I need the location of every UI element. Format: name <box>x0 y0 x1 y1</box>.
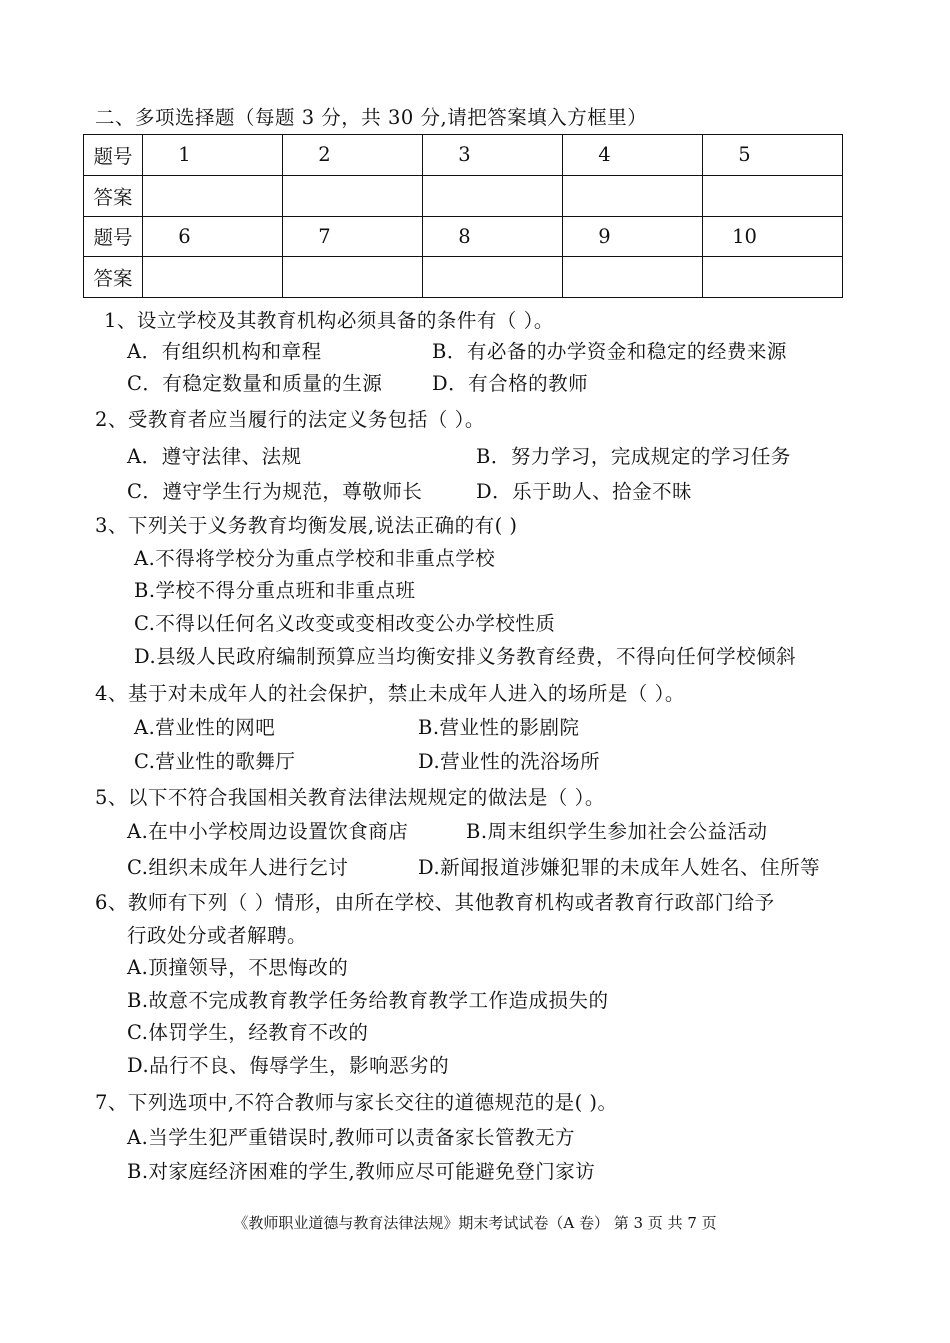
answer-cell[interactable] <box>563 257 703 298</box>
question-number: 1 <box>143 135 283 176</box>
option-a: A.顶撞领导，不思悔改的 <box>127 956 349 979</box>
section-title: 二、多项选择题（每题 3 分，共 30 分,请把答案填入方框里） <box>95 106 648 129</box>
answer-cell[interactable] <box>143 257 283 298</box>
option-c: C．有稳定数量和质量的生源 <box>127 372 383 395</box>
option-c: C．遵守学生行为规范，尊敬师长 <box>127 480 423 503</box>
question-number: 10 <box>703 216 843 257</box>
option-b: B．努力学习，完成规定的学习任务 <box>476 445 791 468</box>
row-label: 题号 <box>84 216 143 257</box>
option-c: C.不得以任何名义改变或变相改变公办学校性质 <box>134 612 556 635</box>
question-stem: 1、设立学校及其教育机构必须具备的条件有（ ）。 <box>104 309 554 332</box>
table-row <box>84 175 843 216</box>
option-a: A.营业性的网吧 <box>134 716 276 739</box>
option-b: B.学校不得分重点班和非重点班 <box>134 579 416 602</box>
option-a: A.当学生犯严重错误时,教师可以责备家长管教无方 <box>127 1126 575 1149</box>
question-stem: 3、下列关于义务教育均衡发展,说法正确的有( ) <box>95 514 518 537</box>
question-number: 6 <box>143 216 283 257</box>
answer-cell[interactable] <box>703 257 843 298</box>
option-c: C.营业性的歌舞厅 <box>134 750 296 773</box>
question-number: 7 <box>283 216 423 257</box>
question-number: 4 <box>563 135 703 176</box>
option-c: C.体罚学生，经教育不改的 <box>127 1021 369 1044</box>
answer-cell[interactable] <box>283 257 423 298</box>
option-a: A.不得将学校分为重点学校和非重点学校 <box>134 547 496 570</box>
option-b: B.营业性的影剧院 <box>418 716 580 739</box>
option-d: D．有合格的教师 <box>432 372 589 395</box>
question-stem: 5、以下不符合我国相关教育法律法规规定的做法是（ ）。 <box>95 786 605 809</box>
page-footer: 《教师职业道德与教育法律法规》期末考试试卷（A 卷） 第 3 页 共 7 页 <box>233 1214 717 1232</box>
question-stem-continued: 行政处分或者解聘。 <box>127 924 308 947</box>
question-number: 9 <box>563 216 703 257</box>
option-d: D.新闻报道涉嫌犯罪的未成年人姓名、住所等 <box>418 856 821 879</box>
answer-cell[interactable] <box>563 175 703 216</box>
option-d: D.县级人民政府编制预算应当均衡安排义务教育经费，不得向任何学校倾斜 <box>134 645 797 668</box>
row-label: 答案 <box>84 175 143 216</box>
option-b: B.对家庭经济困难的学生,教师应尽可能避免登门家访 <box>127 1160 596 1183</box>
answer-cell[interactable] <box>703 175 843 216</box>
table-row <box>84 135 843 176</box>
option-d: D.品行不良、侮辱学生，影响恶劣的 <box>127 1054 450 1077</box>
option-d: D.营业性的洗浴场所 <box>418 750 601 773</box>
question-stem: 6、教师有下列（ ）情形，由所在学校、其他教育机构或者教育行政部门给予 <box>95 891 775 914</box>
option-c: C.组织未成年人进行乞讨 <box>127 856 349 879</box>
option-b: B.故意不完成教育教学任务给教育教学工作造成损失的 <box>127 989 609 1012</box>
answer-cell[interactable] <box>143 175 283 216</box>
question-number: 8 <box>423 216 563 257</box>
row-label: 答案 <box>84 257 143 298</box>
answer-cell[interactable] <box>283 175 423 216</box>
question-stem: 2、受教育者应当履行的法定义务包括（ ）。 <box>95 408 485 431</box>
answer-cell[interactable] <box>423 257 563 298</box>
option-b: B.周末组织学生参加社会公益活动 <box>466 820 768 843</box>
table-row <box>84 216 843 257</box>
question-stem: 7、下列选项中,不符合教师与家长交往的道德规范的是( )。 <box>95 1091 618 1114</box>
answer-table <box>83 134 843 298</box>
option-a: A．有组织机构和章程 <box>127 340 322 363</box>
question-number: 5 <box>703 135 843 176</box>
table-row <box>84 257 843 298</box>
option-d: D．乐于助人、拾金不昧 <box>476 480 693 503</box>
question-stem: 4、基于对未成年人的社会保护，禁止未成年人进入的场所是（ ）。 <box>95 682 685 705</box>
option-b: B．有必备的办学资金和稳定的经费来源 <box>432 340 787 363</box>
question-number: 3 <box>423 135 563 176</box>
answer-cell[interactable] <box>423 175 563 216</box>
option-a: A．遵守法律、法规 <box>127 445 302 468</box>
question-number: 2 <box>283 135 423 176</box>
row-label: 题号 <box>84 135 143 176</box>
option-a: A.在中小学校周边设置饮食商店 <box>127 820 409 843</box>
